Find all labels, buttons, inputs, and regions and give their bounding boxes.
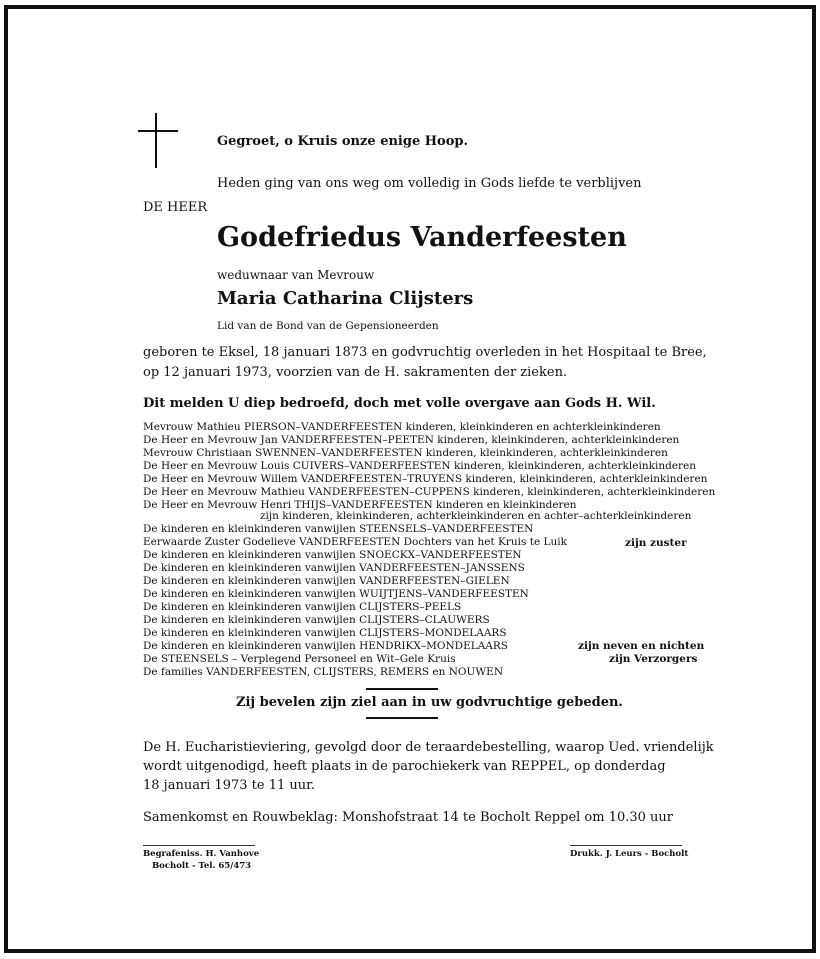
widower-line: weduwnaar van Mevrouw: [217, 268, 375, 282]
family-line: zijn kinderen, kleinkinderen, achterkleinkinderen en achter–achterkleinkinderen: [260, 510, 692, 522]
mass-line-1: De H. Eucharistieviering, gevolgd door de teraardebestelling, waarop Ued. vriendelijk: [143, 740, 714, 755]
family-line: De kinderen en kleinkinderen vanwijlen HENDRIKX–MONDELAARS: [143, 640, 508, 652]
side-note-carers: zijn Verzorgers: [609, 653, 698, 665]
family-line: De kinderen en kleinkinderen vanwijlen VANDERFEESTEN–JANSSENS: [143, 562, 525, 574]
birth-death-line-2: op 12 januari 1973, voorzien van de H. sakramenten der zieken.: [143, 365, 568, 380]
family-line: De Heer en Mevrouw Louis CUIVERS–VANDERFEESTEN kinderen, kleinkinderen, achterkleinkinderen: [143, 460, 697, 472]
cross-icon-bar: [138, 130, 178, 132]
undertaker-line-2: Bocholt - Tel. 65/473: [152, 861, 252, 871]
spouse-name: Maria Catharina Clijsters: [217, 288, 474, 309]
mass-line-3: 18 januari 1973 te 11 uur.: [143, 778, 316, 793]
undertaker-rule: [143, 845, 255, 846]
side-note-sister: zijn zuster: [625, 537, 687, 549]
side-note-nephews: zijn neven en nichten: [578, 640, 705, 652]
divider-top: [366, 688, 438, 690]
membership: Lid van de Bond van de Gepensioneerden: [217, 320, 439, 332]
cross-icon: [155, 113, 157, 168]
title-prefix: DE HEER: [143, 200, 208, 215]
undertaker-line-1: Begrafeniss. H. Vanhove: [143, 849, 260, 859]
birth-death-line-1: geboren te Eksel, 18 januari 1873 en godvruchtig overleden in het Hospitaal te Bree,: [143, 345, 707, 360]
greeting: Gegroet, o Kruis onze enige Hoop.: [217, 134, 468, 149]
gathering-info: Samenkomst en Rouwbeklag: Monshofstraat 14 te Bocholt Reppel om 10.30 uur: [143, 810, 674, 825]
deceased-name: Godefriedus Vanderfeesten: [217, 222, 627, 253]
family-line: De families VANDERFEESTEN, CLIJSTERS, REMERS en NOUWEN: [143, 666, 504, 678]
family-line: De Heer en Mevrouw Mathieu VANDERFEESTEN–CUPPENS kinderen, kleinkinderen, achterkleinkinderen: [143, 486, 716, 498]
family-line: De kinderen en kleinkinderen vanwijlen CLIJSTERS–MONDELAARS: [143, 627, 507, 639]
announcement: Dit melden U diep bedroefd, doch met volle overgave aan Gods H. Wil.: [143, 396, 656, 411]
family-line: De kinderen en kleinkinderen vanwijlen CLIJSTERS–CLAUWERS: [143, 614, 490, 626]
family-line: De Heer en Mevrouw Jan VANDERFEESTEN–PEETEN kinderen, kleinkinderen, achterkleinkinderen: [143, 434, 680, 446]
family-line: Eerwaarde Zuster Godelieve VANDERFEESTEN Dochters van het Kruis te Luik: [143, 536, 567, 548]
prayer-request: Zij bevelen zijn ziel aan in uw godvruchtige gebeden.: [236, 695, 623, 710]
divider-bottom: [366, 717, 438, 719]
family-line: De Heer en Mevrouw Henri THIJS–VANDERFEESTEN kinderen en kleinkinderen: [143, 499, 577, 511]
family-line: De Heer en Mevrouw Willem VANDERFEESTEN–TRUYENS kinderen, kleinkinderen, achterkleinkinderen: [143, 473, 708, 485]
family-line: De kinderen en kleinkinderen vanwijlen VANDERFEESTEN–GIELEN: [143, 575, 510, 587]
family-line: Mevrouw Christiaan SWENNEN–VANDERFEESTEN kinderen, kleinkinderen, achterkleinkinderen: [143, 447, 668, 459]
printer-rule: [570, 845, 682, 846]
family-line: De STEENSELS – Verplegend Personeel en Wit–Gele Kruis: [143, 653, 456, 665]
family-line: Mevrouw Mathieu PIERSON–VANDERFEESTEN kinderen, kleinkinderen en achterkleinkinderen: [143, 421, 661, 433]
family-line: De kinderen en kleinkinderen vanwijlen WUIJTJENS–VANDERFEESTEN: [143, 588, 529, 600]
family-line: De kinderen en kleinkinderen vanwijlen STEENSELS–VANDERFEESTEN: [143, 523, 534, 535]
family-line: De kinderen en kleinkinderen vanwijlen SNOECKX–VANDERFEESTEN: [143, 549, 522, 561]
mass-line-2: wordt uitgenodigd, heeft plaats in de parochiekerk van REPPEL, op donderdag: [143, 759, 666, 774]
intro-text: Heden ging van ons weg om volledig in Gods liefde te verblijven: [217, 176, 642, 191]
family-line: De kinderen en kleinkinderen vanwijlen CLIJSTERS–PEELS: [143, 601, 462, 613]
printer-credit: Drukk. J. Leurs - Bocholt: [570, 849, 689, 859]
